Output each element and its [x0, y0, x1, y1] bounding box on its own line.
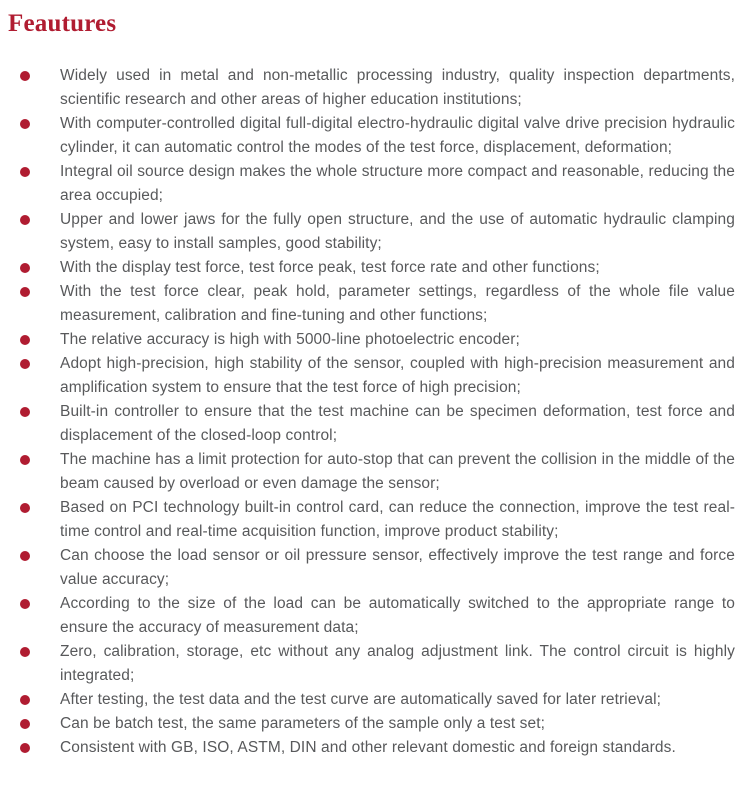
feature-text: Built-in controller to ensure that the test machine can be specimen deformation, test force and displacement of the closed-loop control; — [60, 403, 735, 444]
feature-item — [0, 208, 750, 256]
bullet-icon — [20, 695, 30, 705]
bullet-icon — [20, 119, 30, 129]
feature-item — [0, 688, 750, 712]
feature-text: Can choose the load sensor or oil pressure sensor, effectively improve the test range and force value accuracy; — [60, 547, 735, 588]
feature-text: With the display test force, test force peak, test force rate and other functions; — [60, 259, 600, 276]
feature-text: With the test force clear, peak hold, parameter settings, regardless of the whole file value measurement, calibration and fine-tuning and other functions; — [60, 283, 735, 324]
bullet-icon — [20, 359, 30, 369]
feature-item — [0, 712, 750, 736]
feature-item — [0, 400, 750, 448]
feature-item — [0, 640, 750, 688]
feature-text: Zero, calibration, storage, etc without any analog adjustment link. The control circuit is highly integrated; — [60, 643, 735, 684]
feature-item — [0, 736, 750, 760]
feature-item — [0, 544, 750, 592]
feature-text: Widely used in metal and non-metallic processing industry, quality inspection departments, scientific research and other areas of higher education institutions; — [60, 67, 735, 108]
feature-item — [0, 592, 750, 640]
feature-text: According to the size of the load can be automatically switched to the appropriate range to ensure the accuracy of measurement data; — [60, 595, 735, 636]
bullet-icon — [20, 263, 30, 273]
feature-item — [0, 160, 750, 208]
page-title: Feautures — [8, 10, 117, 37]
bullet-icon — [20, 167, 30, 177]
feature-text: The relative accuracy is high with 5000-line photoelectric encoder; — [60, 331, 520, 348]
feature-item — [0, 448, 750, 496]
feature-item — [0, 256, 750, 280]
bullet-icon — [20, 647, 30, 657]
feature-text: Upper and lower jaws for the fully open structure, and the use of automatic hydraulic clamping system, easy to install samples, good stability; — [60, 211, 735, 252]
bullet-icon — [20, 743, 30, 753]
feature-text: With computer-controlled digital full-digital electro-hydraulic digital valve drive precision hydraulic cylinder, it can automatic control the modes of the test force, displacement, deformation; — [60, 115, 735, 156]
feature-text: Based on PCI technology built-in control card, can reduce the connection, improve the test real-time control and real-time acquisition function, improve product stability; — [60, 499, 735, 540]
feature-text: Integral oil source design makes the whole structure more compact and reasonable, reducing the area occupied; — [60, 163, 735, 204]
bullet-icon — [20, 407, 30, 417]
feature-item — [0, 112, 750, 160]
bullet-icon — [20, 455, 30, 465]
feature-list — [0, 64, 750, 760]
bullet-icon — [20, 503, 30, 513]
bullet-icon — [20, 335, 30, 345]
bullet-icon — [20, 599, 30, 609]
feature-text: Can be batch test, the same parameters of the sample only a test set; — [60, 715, 546, 732]
bullet-icon — [20, 551, 30, 561]
feature-item — [0, 64, 750, 112]
feature-item — [0, 352, 750, 400]
feature-text: Adopt high-precision, high stability of the sensor, coupled with high-precision measurement and amplification system to ensure that the test force of high precision; — [60, 355, 735, 396]
bullet-icon — [20, 71, 30, 81]
feature-item — [0, 328, 750, 352]
feature-item — [0, 496, 750, 544]
feature-text: The machine has a limit protection for auto-stop that can prevent the collision in the middle of the beam caused by overload or even damage the sensor; — [60, 451, 735, 492]
bullet-icon — [20, 215, 30, 225]
bullet-icon — [20, 719, 30, 729]
feature-item — [0, 280, 750, 328]
feature-text: After testing, the test data and the test curve are automatically saved for later retrieval; — [60, 691, 662, 708]
bullet-icon — [20, 287, 30, 297]
feature-text: Consistent with GB, ISO, ASTM, DIN and other relevant domestic and foreign standards. — [60, 739, 676, 756]
